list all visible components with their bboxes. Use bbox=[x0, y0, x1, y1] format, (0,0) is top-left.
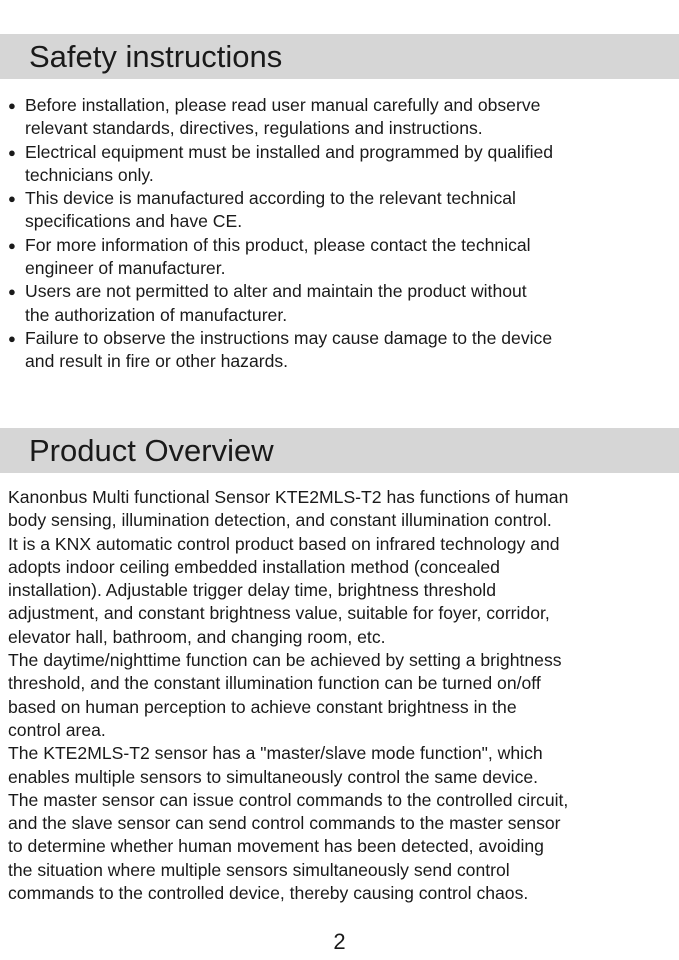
list-item bbox=[8, 141, 668, 188]
list-item bbox=[8, 94, 668, 141]
overview-paragraph: Kanonbus Multi functional Sensor KTE2MLS-T2 has functions of human body sensing, illumination detection, and constant illumination control. It is a KNX automatic control product based on infrared technology and adopts indoor ceiling embedded installation method (concealed installation). Adjustable trigger delay time, brightness threshold adjustment, and constant brightness value, suitable for foyer, corridor, elevator hall, bathroom, and changing room, etc. bbox=[8, 487, 569, 647]
page-number: 2 bbox=[333, 929, 346, 954]
product-overview-body bbox=[8, 486, 673, 905]
overview-paragraph: The daytime/nighttime function can be achieved by setting a brightness threshold, and the constant illumination function can be turned on/off based on human perception to achieve constant brightness in the control area. bbox=[8, 650, 562, 740]
bullet-icon: ● bbox=[8, 144, 16, 160]
overview-section-title: Product Overview bbox=[29, 433, 274, 468]
list-item-text: For more information of this product, please contact the technical engineer of manufacturer. bbox=[25, 234, 531, 279]
list-item bbox=[8, 187, 668, 234]
bullet-icon: ● bbox=[8, 98, 16, 113]
list-item-text: Electrical equipment must be installed and programmed by qualified technicians only. bbox=[25, 141, 554, 185]
list-item-text: Users are not permitted to alter and maintain the product without the authorization of manufacturer. bbox=[25, 281, 527, 325]
list-item bbox=[8, 234, 668, 281]
safety-section-header bbox=[0, 34, 679, 79]
safety-instructions-list bbox=[8, 94, 668, 374]
list-item bbox=[8, 280, 668, 327]
safety-section-title: Safety instructions bbox=[29, 39, 283, 74]
list-item-text: Failure to observe the instructions may cause damage to the device and result in fire or other hazards. bbox=[25, 327, 553, 372]
list-item-text: Before installation, please read user manual carefully and observe relevant standards, directives, regulations and instructions. bbox=[25, 95, 541, 139]
bullet-icon: ● bbox=[8, 191, 16, 207]
overview-section-header bbox=[0, 428, 679, 473]
overview-paragraph: The KTE2MLS-T2 sensor has a "master/slave mode function", which enables multiple sensors to simultaneously control the same device. The master sensor can issue control commands to the controlled circuit, and the slave sensor can send control commands to the master sensor to determine whether human movement has been detected, avoiding the situation where multiple sensors simultaneously send control commands to the controlled device, thereby causing control chaos. bbox=[8, 743, 569, 904]
bullet-icon: ● bbox=[8, 284, 16, 300]
list-item bbox=[8, 327, 668, 374]
bullet-icon: ● bbox=[8, 330, 16, 346]
list-item-text: This device is manufactured according to the relevant technical specifications and have CE. bbox=[25, 188, 516, 232]
bullet-icon: ● bbox=[8, 237, 16, 253]
